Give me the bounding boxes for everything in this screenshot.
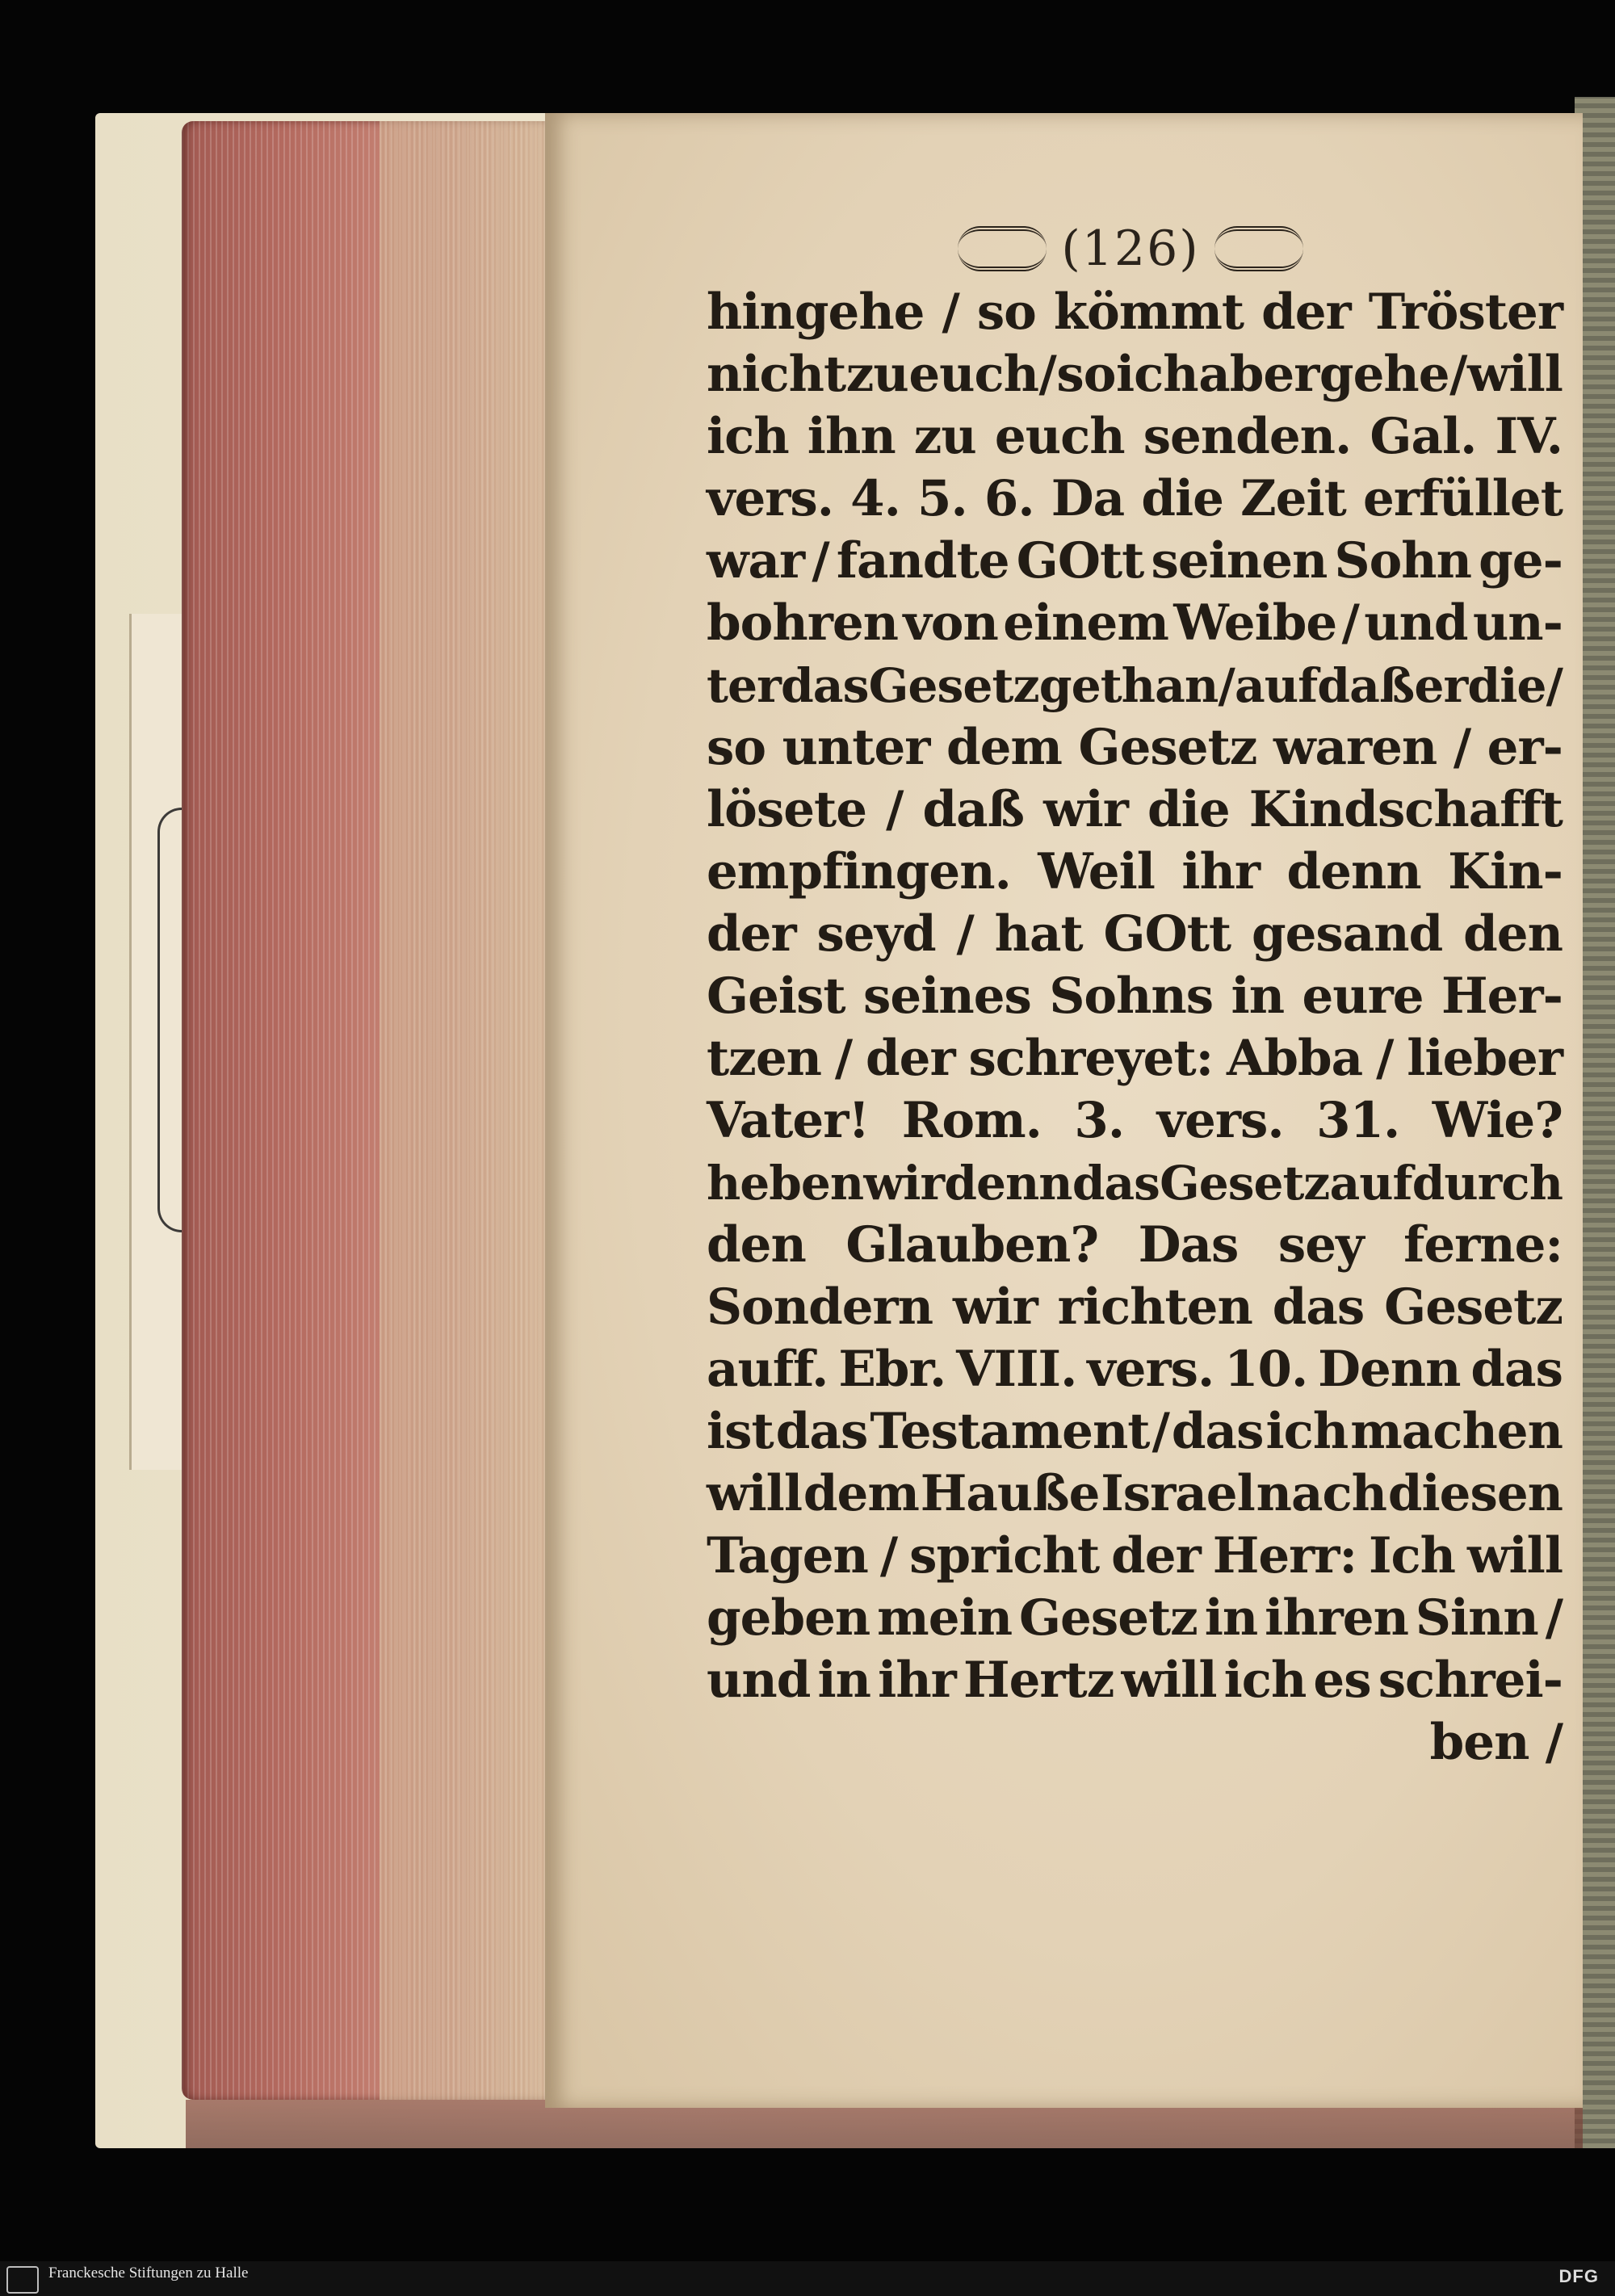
text-line: empfingen. Weil ihr denn Kin- <box>707 843 1563 900</box>
funder-logo: DFG <box>1558 2266 1599 2286</box>
text-line: war / fandte GOtt seinen Sohn ge- <box>707 532 1563 590</box>
text-line: lösete / daß wir die Kindschafft <box>707 781 1563 838</box>
text-line: den Glauben? Das sey ferne: <box>707 1216 1563 1274</box>
fleuron-right-icon <box>1214 226 1303 271</box>
text-line: heben wir denn das Gesetz auf durch <box>707 1155 1563 1211</box>
text-line: geben mein Gesetz in ihren Sinn / <box>707 1589 1563 1647</box>
text-line: bohren von einem Weibe / und un- <box>707 594 1563 652</box>
text-line: Geist seines Sohns in eure Her- <box>707 968 1563 1025</box>
text-line: ter das Gesetz gethan / aufdaß er die / <box>707 657 1563 713</box>
institution-logo-icon <box>6 2266 39 2294</box>
text-line: vers. 4. 5. 6. Da die Zeit erfüllet <box>707 470 1563 527</box>
institution-name: Franckesche Stiftungen zu Halle <box>48 2265 249 2281</box>
text-line: hingehe / so kömmt der Tröster <box>707 283 1563 341</box>
text-block <box>707 281 1563 1773</box>
text-line: Sondern wir richten das Gesetz <box>707 1278 1563 1336</box>
text-line: ich ihn zu euch senden. Gal. IV. <box>707 408 1563 465</box>
text-line: auff. Ebr. VIII. vers. 10. Denn das <box>707 1341 1563 1398</box>
catchword: ben / <box>1429 1714 1563 1771</box>
fleuron-left-icon <box>958 226 1047 271</box>
text-line: Vater! Rom. 3. vers. 31. Wie? <box>707 1092 1563 1149</box>
text-line: so unter dem Gesetz waren / er- <box>707 719 1563 776</box>
text-line: der seyd / hat GOtt gesand den <box>707 905 1563 963</box>
text-line: ist das Testament / das ich machen <box>707 1403 1563 1460</box>
running-head <box>929 216 1332 281</box>
page-edge-stack <box>380 121 545 2100</box>
text-line: nicht zu euch / so ich aber gehe / will <box>707 346 1563 403</box>
text-line: Tagen / spricht der Herr: Ich will <box>707 1527 1563 1585</box>
text-line: will dem Haußе Israel nach diesen <box>707 1465 1563 1522</box>
page-number: (126) <box>1061 220 1200 277</box>
text-line: und in ihr Hertz will ich es schrei- <box>707 1652 1563 1709</box>
text-line: tzen / der schreyet: Abba / lieber <box>707 1030 1563 1087</box>
